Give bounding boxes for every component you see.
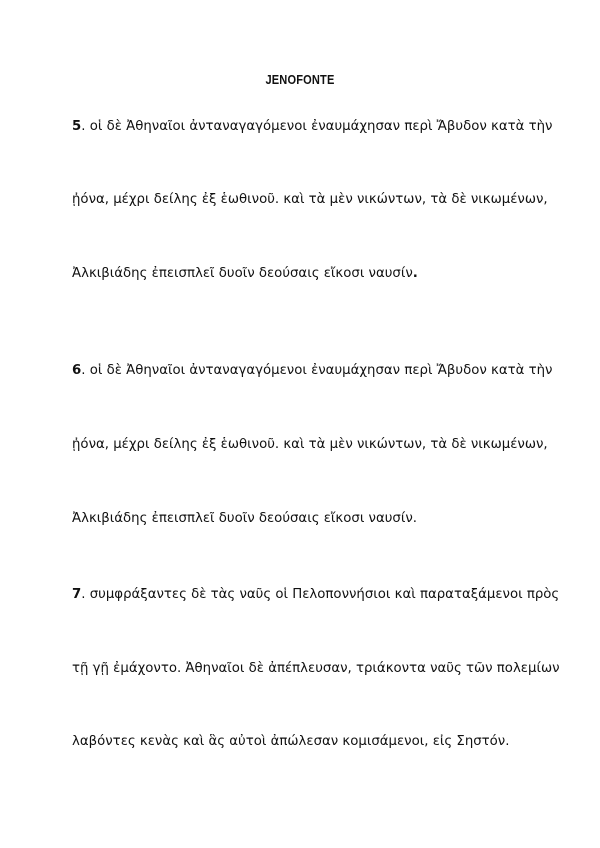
paragraph-text: . οἱ δὲ Ἀθηναῖοι ἀνταναγαγόμενοι ἐναυμάχησαν περὶ Ἄβυδον κατὰ τὴν bbox=[81, 363, 553, 378]
paragraph-end-period: . bbox=[412, 266, 418, 281]
paragraph-text: ᾐόνα, μέχρι δείλης ἐξ ἑωθινοῦ. καὶ τὰ μὲν νικώντων, τὰ δὲ νικωμένων, bbox=[72, 192, 548, 207]
paragraph-5-line-1 bbox=[72, 119, 552, 135]
paragraph-6-line-3 bbox=[72, 511, 417, 527]
paragraph-5-line-3 bbox=[72, 266, 418, 282]
paragraph-number: 7 bbox=[72, 587, 82, 602]
paragraph-text: ᾐόνα, μέχρι δείλης ἐξ ἑωθινοῦ. καὶ τὰ μὲν νικώντων, τὰ δὲ νικωμένων, bbox=[72, 437, 548, 452]
paragraph-text: τῇ γῇ ἐμάχοντο. Ἀθηναῖοι δὲ ἀπέπλευσαν, τριάκοντα ναῦς τῶν πολεμίων bbox=[72, 661, 560, 676]
paragraph-number: 6 bbox=[72, 363, 82, 378]
document-title: JENOFONTE bbox=[265, 72, 335, 87]
paragraph-7-line-1 bbox=[72, 587, 559, 603]
paragraph-number: 5 bbox=[72, 119, 82, 134]
paragraph-text: . συμφράξαντες δὲ τὰς ναῦς οἱ Πελοποννήσιοι καὶ παραταξάμενοι πρὸς bbox=[81, 587, 560, 602]
paragraph-text: . οἱ δὲ Ἀθηναῖοι ἀνταναγαγόμενοι ἐναυμάχησαν περὶ Ἄβυδον κατὰ τὴν bbox=[81, 119, 553, 134]
paragraph-7-line-2 bbox=[72, 661, 560, 677]
paragraph-7-line-3 bbox=[72, 734, 509, 750]
paragraph-6-line-2 bbox=[72, 437, 548, 453]
paragraph-text: Ἀλκιβιάδης ἐπεισπλεῖ δυοῖν δεούσαις εἴκοσι ναυσίν bbox=[72, 266, 413, 281]
paragraph-text: Ἀλκιβιάδης ἐπεισπλεῖ δυοῖν δεούσαις εἴκοσι ναυσίν. bbox=[72, 511, 418, 526]
paragraph-text: λαβόντες κενὰς καὶ ἃς αὐτοὶ ἀπώλεσαν κομισάμενοι, εἰς Σηστόν. bbox=[72, 734, 510, 749]
paragraph-5-line-2 bbox=[72, 192, 548, 208]
paragraph-6-line-1 bbox=[72, 363, 552, 379]
